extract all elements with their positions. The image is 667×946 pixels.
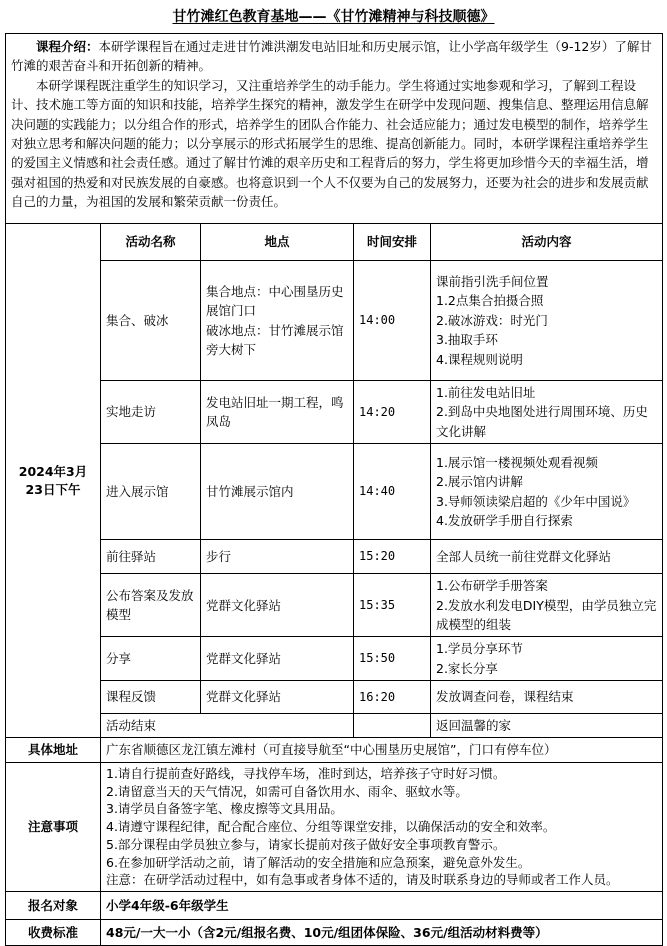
- note-item: 6.在参加研学活动之前，请了解活动的安全措施和应急预案，避免意外发生。: [106, 854, 531, 870]
- fee-row: [6, 920, 663, 946]
- activity-place: [201, 444, 354, 540]
- schedule-date: 2024年3月23日下午: [6, 224, 101, 738]
- place-line: 甘竹滩展示馆内: [206, 483, 294, 499]
- place-line: 党群文化驿站: [206, 650, 282, 666]
- place-line: 发电站旧址一期工程，鸣凤岛: [206, 394, 344, 430]
- activity-content: [431, 714, 663, 738]
- intro-paragraph-1: [11, 37, 657, 76]
- activity-content: [431, 381, 663, 444]
- activity-name: 课程反馈: [101, 681, 201, 714]
- course-table: [5, 33, 663, 946]
- schedule-row: [6, 681, 663, 714]
- content-line: 1.公布研学手册答案: [436, 578, 548, 594]
- schedule-row: [6, 444, 663, 540]
- schedule-row: [6, 381, 663, 444]
- note-item: 2.请留意当天的天气情况，如需可自备饮用水、雨伞、驱蚊水等。: [106, 783, 468, 799]
- target-row: [6, 892, 663, 920]
- place-line: 破冰地点：甘竹滩展示馆旁大树下: [206, 322, 344, 357]
- address-value: 广东省顺德区龙江镇左滩村（可直接导航至“中心围垦历史展馆”，门口有停车位）: [101, 738, 663, 762]
- content-line: 4.发放研学手册自行探索: [436, 513, 573, 528]
- activity-place: [201, 381, 354, 444]
- activity-name: 实地走访: [101, 381, 201, 444]
- header-activity: 活动名称: [101, 224, 201, 261]
- content-line: 3.抽取手环: [436, 332, 498, 348]
- content-line: 2.家长分享: [436, 660, 498, 676]
- header-time: 时间安排: [354, 224, 431, 261]
- activity-place: [201, 681, 354, 714]
- activity-place: [201, 637, 354, 681]
- place-line: 集合地点：中心围垦历史展馆门口: [206, 283, 344, 319]
- activity-time: 15:20: [354, 540, 431, 574]
- note-item: 注意：在研学活动过程中，如有急事或者身体不适的，请及时联系身边的导师或者工作人员。: [106, 872, 619, 888]
- content-line: 全部人员统一前往党群文化驿站: [436, 548, 612, 564]
- content-line: 1.学员分享环节: [436, 641, 523, 657]
- target-value: 小学4年级-6年级学生: [101, 892, 663, 920]
- activity-time: 14:20: [354, 381, 431, 444]
- schedule-header-row: [6, 224, 663, 261]
- content-line: 3.导师领读梁启超的《少年中国说》: [436, 493, 636, 509]
- header-place: 地点: [201, 224, 354, 261]
- intro-paragraph-2: 本研学课程既注重学生的知识学习，又注重培养学生的动手能力。学生将通过实地参观和学习，了解到工程设计、技术施工等方面的知识和技能，培养学生探究的精神，激发学生在研学中发现问题、搜集信息、整理运用信息解决问题的实践能力；以分组合作的形式，培养学生的团队合作能力、社会适应能力；通过发电模型的制作，培养学生对独立思考和解决问题的能力；以分享展示的形式拓展学生的思维、提高创新能力。同时，本研学课程注重培养学生的爱国主义情感和社会责任感。通过了解甘竹滩的艰辛历史和工程背后的努力，学生将更加珍惜今天的幸福生活，增强对祖国的热爱和对民族发展的自豪感。也将意识到一个人不仅要为自己的发展努力，还要为社会的进步和发展贡献自己的力量，为祖国的发展和繁荣贡献一份责任。: [11, 77, 649, 209]
- target-label: 报名对象: [6, 892, 101, 920]
- activity-content: [431, 540, 663, 574]
- address-row: [6, 738, 663, 762]
- content-line: 2.到岛中央地图处进行周围环境、历史文化讲解: [436, 404, 648, 439]
- activity-place: [201, 261, 354, 381]
- activity-content: [431, 574, 663, 637]
- note-item: 4.请遵守课程纪律，配合配合座位、分组等课堂安排，以确保活动的安全和效率。: [106, 819, 556, 834]
- notes-row: [6, 762, 663, 891]
- schedule-row: [6, 540, 663, 574]
- place-line: 党群文化驿站: [206, 689, 282, 705]
- content-line: 1.2点集合拍摄合照: [436, 293, 544, 309]
- activity-name: 活动结束: [101, 714, 354, 738]
- schedule-row: [6, 261, 663, 381]
- fee-value: 48元/一大一小（含2元/组报名费、10元/组团体保险、36元/组活动材料费等）: [101, 920, 663, 946]
- activity-content: [431, 637, 663, 681]
- activity-time: 15:35: [354, 574, 431, 637]
- content-line: 4.课程规则说明: [436, 351, 523, 367]
- schedule-row: [6, 714, 663, 738]
- content-line: 2.展示馆内讲解: [436, 474, 523, 490]
- content-line: 1.展示馆一楼视频处观看视频: [436, 454, 598, 470]
- activity-time: 16:20: [354, 681, 431, 714]
- notes-list: [101, 762, 663, 891]
- notes-label: 注意事项: [6, 762, 101, 891]
- intro-lead-label: 课程介绍：: [36, 39, 99, 54]
- content-line: 1.前往发电站旧址: [436, 385, 536, 400]
- fee-label: 收费标准: [6, 920, 101, 946]
- activity-time: 14:00: [354, 261, 431, 381]
- place-line: 党群文化驿站: [206, 597, 282, 613]
- activity-time: 14:40: [354, 444, 431, 540]
- activity-place: [201, 540, 354, 574]
- note-item: 5.部分课程由学员独立参与，请家长提前对孩子做好安全事项教育警示。: [106, 836, 506, 852]
- activity-name: 分享: [101, 637, 201, 681]
- header-content: 活动内容: [431, 224, 663, 261]
- activity-name: 集合、破冰: [101, 261, 201, 381]
- content-line: 返回温馨的家: [436, 718, 512, 733]
- intro-row: [6, 34, 663, 224]
- activity-time: [354, 714, 431, 738]
- activity-content: [431, 681, 663, 714]
- note-item: 3.请学员自备签字笔、橡皮擦等文具用品。: [106, 801, 343, 817]
- place-line: 步行: [206, 548, 232, 564]
- activity-time: 15:50: [354, 637, 431, 681]
- content-line: 课前指引洗手间位置: [436, 274, 549, 290]
- note-item: 1.请自行提前查好路线，寻找停车场，准时到达，培养孩子守时好习惯。: [106, 765, 506, 781]
- schedule-row: [6, 637, 663, 681]
- schedule-row: [6, 574, 663, 637]
- content-line: 2.破冰游戏：时光门: [436, 312, 548, 328]
- content-line: 2.发放水利发电DIY模型，由学员独立完成模型的组装: [436, 597, 657, 632]
- activity-name: 进入展示馆: [101, 444, 201, 540]
- address-label: 具体地址: [6, 738, 101, 762]
- course-intro: [6, 34, 663, 224]
- activity-content: [431, 261, 663, 381]
- activity-place: [201, 574, 354, 637]
- intro-text-1: 本研学课程旨在通过走进甘竹滩洪潮发电站旧址和历史展示馆，让小学高年级学生（9-12岁）了解甘竹滩的艰苦奋斗和开拓创新的精神。: [11, 39, 652, 74]
- page-title: 甘竹滩红色教育基地——《甘竹滩精神与科技顺德》: [172, 9, 495, 25]
- activity-name: 前往驿站: [101, 540, 201, 574]
- activity-content: [431, 444, 663, 540]
- content-line: 发放调查问卷，课程结束: [436, 689, 574, 705]
- activity-name: 公布答案及发放模型: [101, 574, 201, 637]
